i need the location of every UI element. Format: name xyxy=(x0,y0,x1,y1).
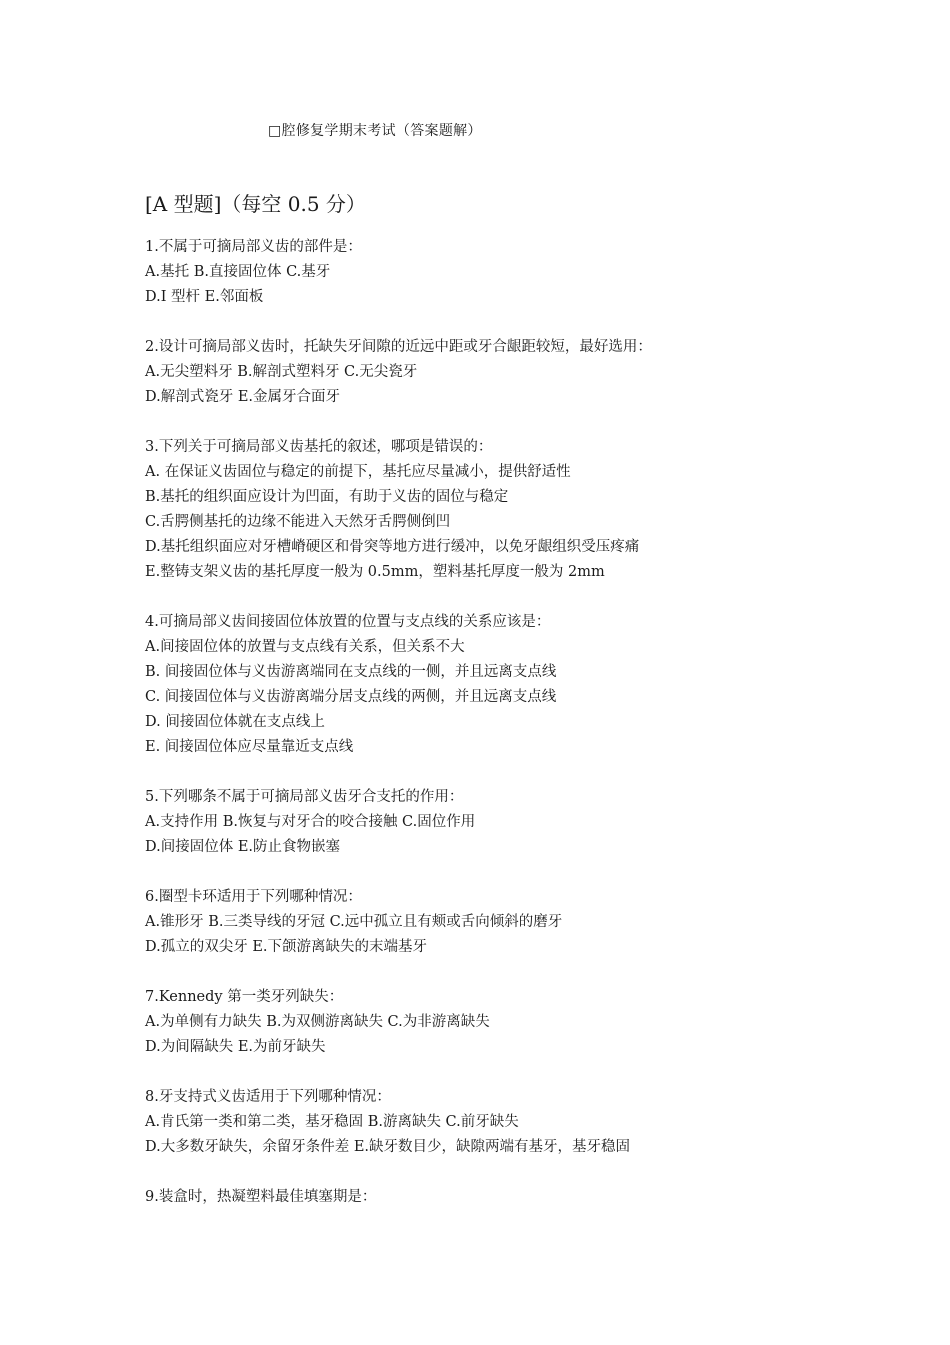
question-options: C.舌腭侧基托的边缘不能进入天然牙舌腭侧倒凹 xyxy=(145,514,451,530)
question-5 xyxy=(145,785,845,860)
question-options: A.基托 B.直接固位体 C.基牙 xyxy=(145,264,331,280)
question-options: D.为间隔缺失 E.为前牙缺失 xyxy=(145,1039,326,1055)
question-6 xyxy=(145,885,845,960)
question-stem: 1.不属于可摘局部义齿的部件是： xyxy=(145,239,362,255)
question-options: D.孤立的双尖牙 E.下颌游离缺失的末端基牙 xyxy=(145,939,428,955)
question-stem: 5.下列哪条不属于可摘局部义齿牙合支托的作用： xyxy=(145,789,464,805)
question-options: D.间接固位体 E.防止食物嵌塞 xyxy=(145,839,341,855)
question-9 xyxy=(145,1185,845,1210)
question-stem: 6.圈型卡环适用于下列哪种情况： xyxy=(145,889,362,905)
question-stem: 7.Kennedy 第一类牙列缺失： xyxy=(145,989,344,1005)
question-options: A. 在保证义齿固位与稳定的前提下，基托应尽量减小，提供舒适性 xyxy=(145,464,571,480)
question-options: B. 间接固位体与义齿游离端同在支点线的一侧，并且远离支点线 xyxy=(145,664,557,680)
question-options: D.基托组织面应对牙槽嵴硬区和骨突等地方进行缓冲，以免牙龈组织受压疼痛 xyxy=(145,539,640,555)
question-options: D. 间接固位体就在支点线上 xyxy=(145,714,325,730)
question-options: D.解剖式瓷牙 E.金属牙合面牙 xyxy=(145,389,341,405)
question-options: A.间接固位体的放置与支点线有关系，但关系不大 xyxy=(145,639,465,655)
question-options: D.大多数牙缺失，余留牙条件差 E.缺牙数目少，缺隙两端有基牙，基牙稳固 xyxy=(145,1139,631,1155)
question-stem: 3.下列关于可摘局部义齿基托的叙述，哪项是错误的： xyxy=(145,439,493,455)
question-1 xyxy=(145,235,845,310)
question-options: A.锥形牙 B.三类导线的牙冠 C.远中孤立且有颊或舌向倾斜的磨牙 xyxy=(145,914,563,930)
question-stem: 9.装盒时，热凝塑料最佳填塞期是： xyxy=(145,1189,377,1205)
question-stem: 8.牙支持式义齿适用于下列哪种情况： xyxy=(145,1089,391,1105)
question-stem: 4.可摘局部义齿间接固位体放置的位置与支点线的关系应该是： xyxy=(145,614,551,630)
document-title: □腔修复学期末考试（答案题解） xyxy=(268,123,482,139)
question-stem: 2.设计可摘局部义齿时，托缺失牙间隙的近远中距或牙合龈距较短，最好选用： xyxy=(145,339,652,355)
question-7 xyxy=(145,985,845,1060)
question-options: C. 间接固位体与义齿游离端分居支点线的两侧，并且远离支点线 xyxy=(145,689,557,705)
question-2 xyxy=(145,335,845,410)
question-4 xyxy=(145,610,845,760)
question-options: B.基托的组织面应设计为凹面，有助于义齿的固位与稳定 xyxy=(145,489,509,505)
question-3 xyxy=(145,435,845,585)
question-options: D.I 型杆 E.邻面板 xyxy=(145,289,264,305)
question-options: E.整铸支架义齿的基托厚度一般为 0.5mm，塑料基托厚度一般为 2mm xyxy=(145,564,605,580)
question-options: A.为单侧有力缺失 B.为双侧游离缺失 C.为非游离缺失 xyxy=(145,1014,490,1030)
question-options: A.支持作用 B.恢复与对牙合的咬合接触 C.固位作用 xyxy=(145,814,476,830)
question-list xyxy=(145,235,845,1235)
question-options: A.肯氏第一类和第二类，基牙稳固 B.游离缺失 C.前牙缺失 xyxy=(145,1114,519,1130)
section-heading: [A 型题]（每空 0.5 分） xyxy=(145,192,366,216)
question-options: E. 间接固位体应尽量靠近支点线 xyxy=(145,739,354,755)
question-8 xyxy=(145,1085,845,1160)
question-options: A.无尖塑料牙 B.解剖式塑料牙 C.无尖瓷牙 xyxy=(145,364,418,380)
